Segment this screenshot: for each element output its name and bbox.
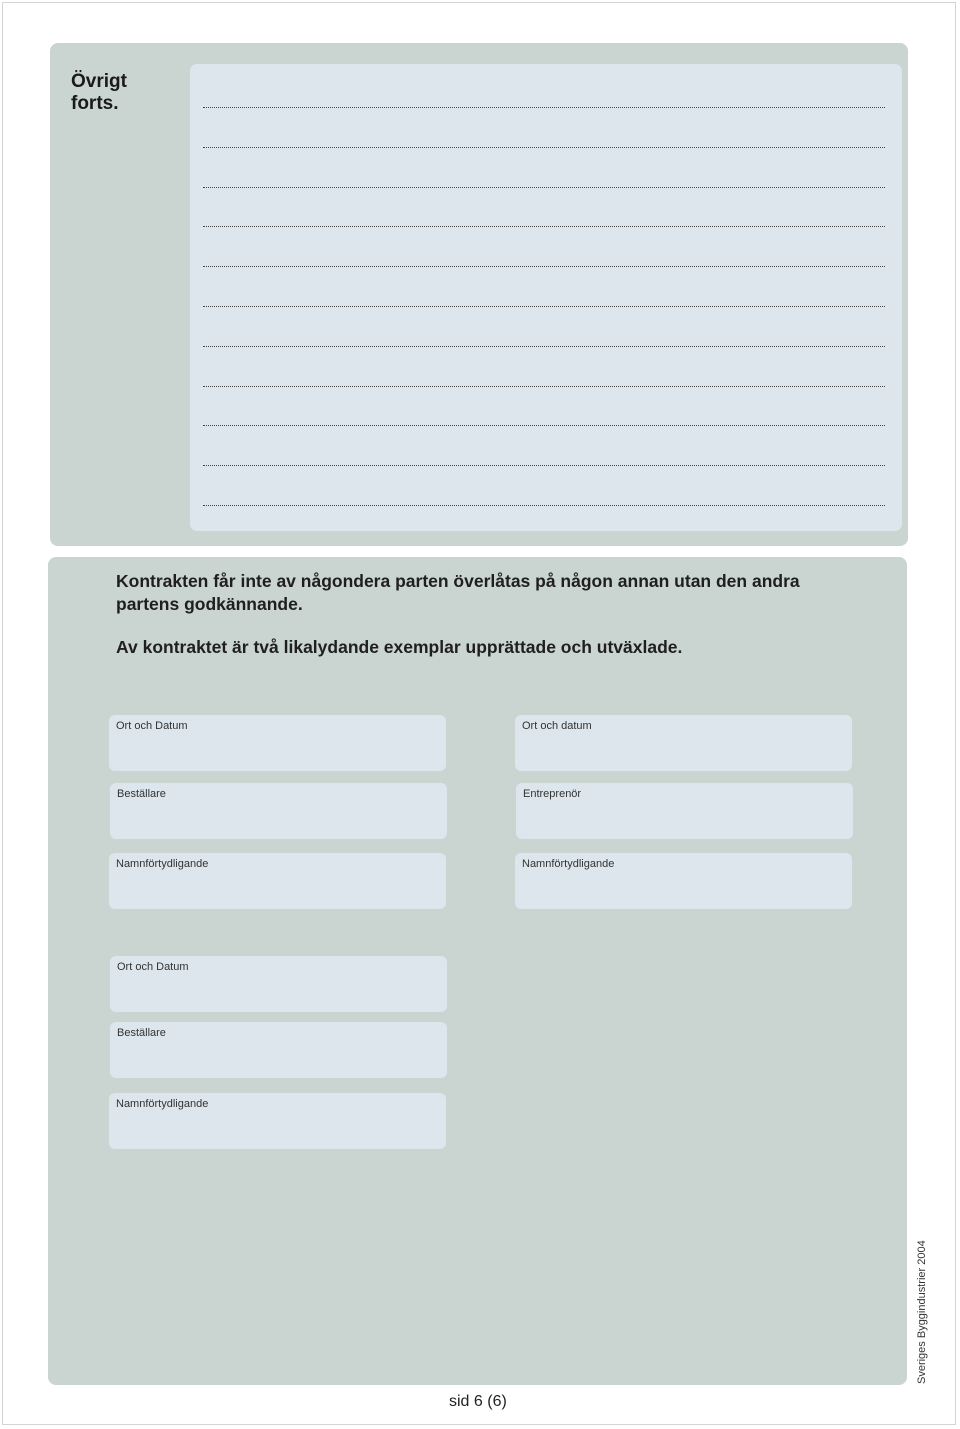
section-label-line2: forts. (71, 93, 119, 114)
right-name-label: Namnförtydligande (522, 858, 615, 870)
left-party-field[interactable] (110, 783, 447, 839)
writing-line (203, 147, 885, 148)
writing-line (203, 107, 885, 108)
right-party-field[interactable] (516, 783, 853, 839)
notes-text-area[interactable] (190, 64, 902, 531)
copies-clause: Av kontraktet är två likalydande exemplar upprättade och utväxlade. (116, 637, 683, 657)
left-date-field[interactable] (109, 715, 446, 771)
transfer-clause: Kontrakten får inte av någondera parten överlåtas på någon annan utan den andra partens godkännande. (116, 571, 800, 614)
right-party-label: Entreprenör (523, 788, 582, 800)
writing-line (203, 306, 885, 307)
writing-line (203, 187, 885, 188)
writing-line (203, 425, 885, 426)
right-date-field[interactable] (515, 715, 852, 771)
right-name-field[interactable] (515, 853, 852, 909)
writing-line (203, 465, 885, 466)
left-name-label: Namnförtydligande (116, 858, 209, 870)
copyright-notice: Sveriges Byggindustrier 2004 (916, 1240, 928, 1384)
writing-line (203, 386, 885, 387)
extra-date-field[interactable] (110, 956, 447, 1012)
left-date-label: Ort och Datum (116, 720, 188, 732)
notes-panel (50, 43, 908, 546)
section-label-line1: Övrigt (71, 71, 127, 92)
writing-line (203, 226, 885, 227)
extra-name-field[interactable] (109, 1093, 446, 1149)
section-label (71, 71, 181, 115)
page-number: sid 6 (6) (449, 1393, 507, 1410)
writing-line (203, 266, 885, 267)
writing-line (203, 346, 885, 347)
left-party-label: Beställare (117, 788, 166, 800)
extra-name-label: Namnförtydligande (116, 1098, 209, 1110)
extra-party-label: Beställare (117, 1027, 166, 1039)
right-date-label: Ort och datum (522, 720, 592, 732)
signature-panel (48, 557, 907, 1385)
extra-date-label: Ort och Datum (117, 961, 189, 973)
left-name-field[interactable] (109, 853, 446, 909)
writing-line (203, 505, 885, 506)
extra-party-field[interactable] (110, 1022, 447, 1078)
